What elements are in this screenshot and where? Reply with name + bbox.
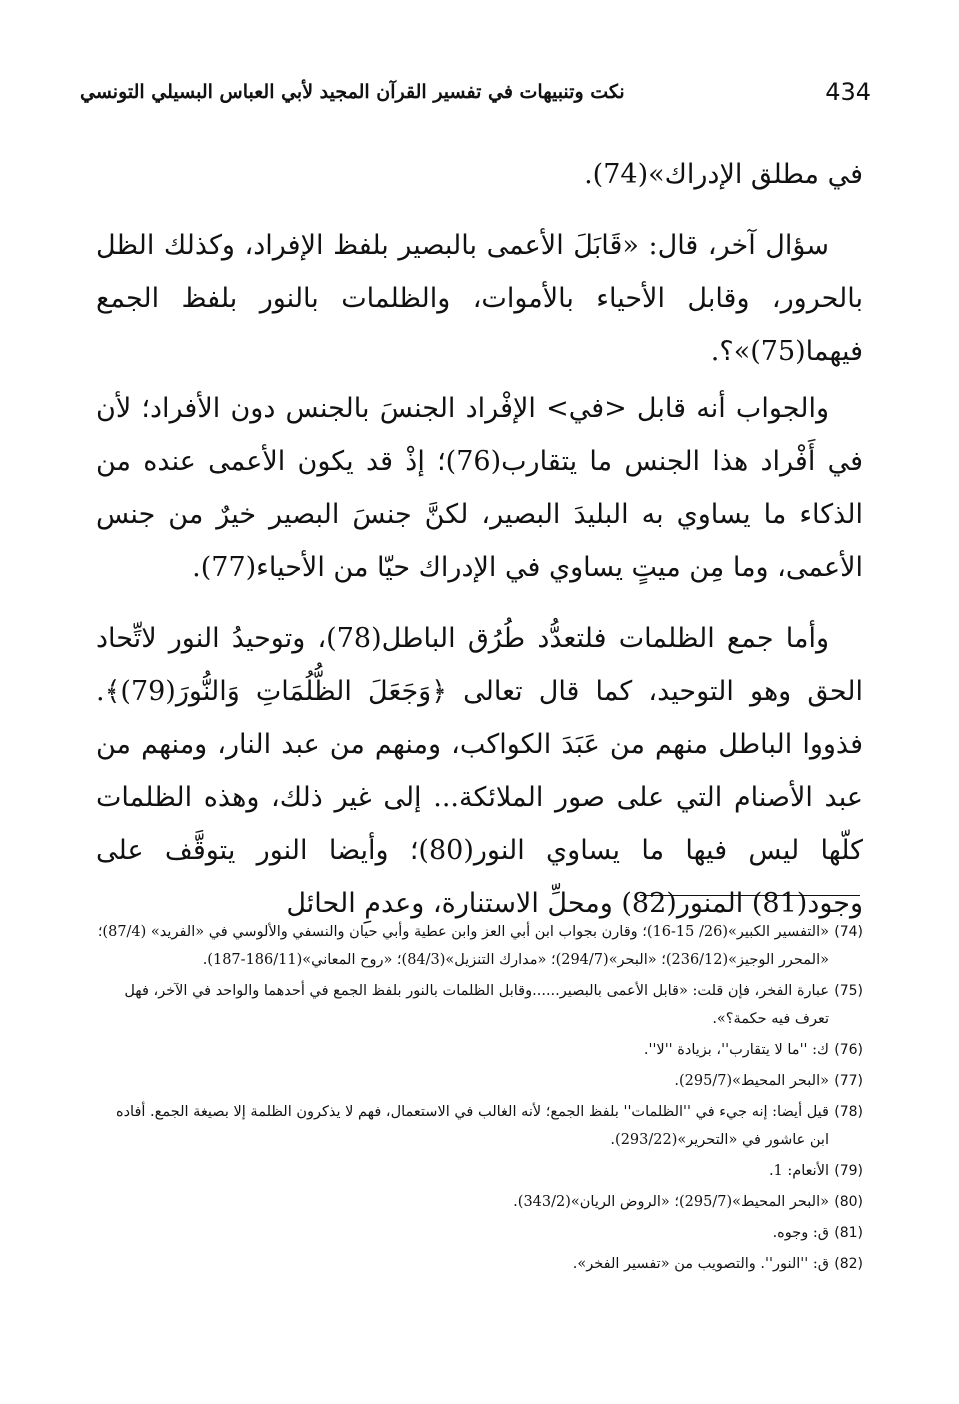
footnotes: [96, 918, 863, 1281]
main-text: [96, 148, 863, 930]
footnote-text: الأنعام: 1.: [768, 1163, 829, 1179]
footnote-number: (80): [834, 1194, 863, 1210]
footnote-text: «البحر المحيط»(295/7).: [674, 1073, 829, 1089]
footnote: [96, 1219, 863, 1247]
running-title: نكت وتنبيهات في تفسير القرآن المجيد لأبي العباس البسيلي التونسي: [80, 81, 625, 103]
footnote-text: قيل أيضا: إنه جيء في ''الظلمات'' بلفظ الجمع؛ لأنه الغالب في الاستعمال، فهم لا يذكرون الظلمة إلا بصيغة الجمع. أفاده ابن عاشور في «التحرير»(293/22).: [116, 1104, 829, 1148]
footnote-number: (75): [834, 983, 863, 999]
paragraph-continuation: في مطلق الإدراك»(74).: [584, 159, 863, 190]
page-number: 434: [825, 78, 871, 106]
footnote-text: عبارة الفخر، فإن قلت: «قابل الأعمى بالبصير......وقابل الظلمات بالنور بلفظ الجمع في أحدهما والواحد في الآخر، فهل تعرف فيه حكمة؟».: [124, 983, 829, 1027]
footnote: [96, 918, 863, 974]
footnote-number: (77): [834, 1073, 863, 1089]
footnote-number: (79): [834, 1163, 863, 1179]
footnote: [96, 977, 863, 1033]
footnote-text: ق: وجوه.: [772, 1225, 829, 1241]
paragraph-darkness-light: وأما جمع الظلمات فلتعدُّد طُرُق الباطل(78)، وتوحيدُ النور لاتِّحاد الحق وهو التوحيد، كما قال تعالى ﴿وَجَعَلَ الظُّلُمَاتِ وَالنُّورَ(79)﴾. فذووا الباطل منهم من عَبَدَ الكواكب، ومنهم من عبد النار، ومنهم من عبد الأصنام التي على صور الملائكة... إلى غير ذلك، وهذه الظلمات كلّها ليس فيها ما يساوي النور(80)؛ وأيضا النور يتوقَّف على وجود(81) المنور(82) ومحلِّ الاستنارة، وعدمِ الحائل: [96, 623, 863, 919]
footnote: [96, 1250, 863, 1278]
footnote: [96, 1098, 863, 1154]
footnote-text: «البحر المحيط»(295/7)؛ «الروض الريان»(343/2).: [513, 1194, 829, 1210]
paragraph-question: سؤال آخر، قال: «قَابَلَ الأعمى بالبصير بلفظ الإفراد، وكذلك الظل بالحرور، وقابل الأحياء بالأموات، والظلمات بالنور بلفظ الجمع فيهما(75)»؟.: [96, 230, 863, 367]
footnote-number: (81): [834, 1225, 863, 1241]
footnote: [96, 1036, 863, 1064]
footnote-divider: [640, 895, 860, 896]
footnote-number: (76): [834, 1042, 863, 1058]
paragraph-answer: والجواب أنه قابل <في> الإفْراد الجنسَ بالجنس دون الأفراد؛ لأن في أَفْراد هذا الجنس ما يتقارب(76)؛ إذْ قد يكون الأعمى عنده من الذكاء ما يساوي به البليدَ البصير، لكنَّ جنسَ البصير خيرٌ من جنس الأعمى، وما مِن ميتٍ يساوي في الإدراك حيّا من الأحياء(77).: [96, 393, 863, 583]
footnote-number: (74): [834, 924, 863, 940]
footnote: [96, 1188, 863, 1216]
footnote-number: (78): [834, 1104, 863, 1120]
running-header: [80, 72, 871, 112]
footnote: [96, 1157, 863, 1185]
footnote: [96, 1067, 863, 1095]
footnote-number: (82): [834, 1256, 863, 1272]
footnote-text: «التفسير الكبير»(26/ 15-16)؛ وقارن بجواب ابن أبي العز وابن عطية وأبي حيان والنسفي والألوسي في «الفريد» (87/4)؛ «المحرر الوجيز»(236/12)؛ «البحر»(294/7)؛ «مدارك التنزيل»(84/3)؛ «روح المعاني»(186/11-187).: [97, 924, 829, 968]
footnote-text: ك: ''ما لا يتقارب''، بزيادة ''لا''.: [643, 1042, 829, 1058]
footnote-text: ق: ''النور''. والتصويب من «تفسير الفخر».: [572, 1256, 829, 1272]
